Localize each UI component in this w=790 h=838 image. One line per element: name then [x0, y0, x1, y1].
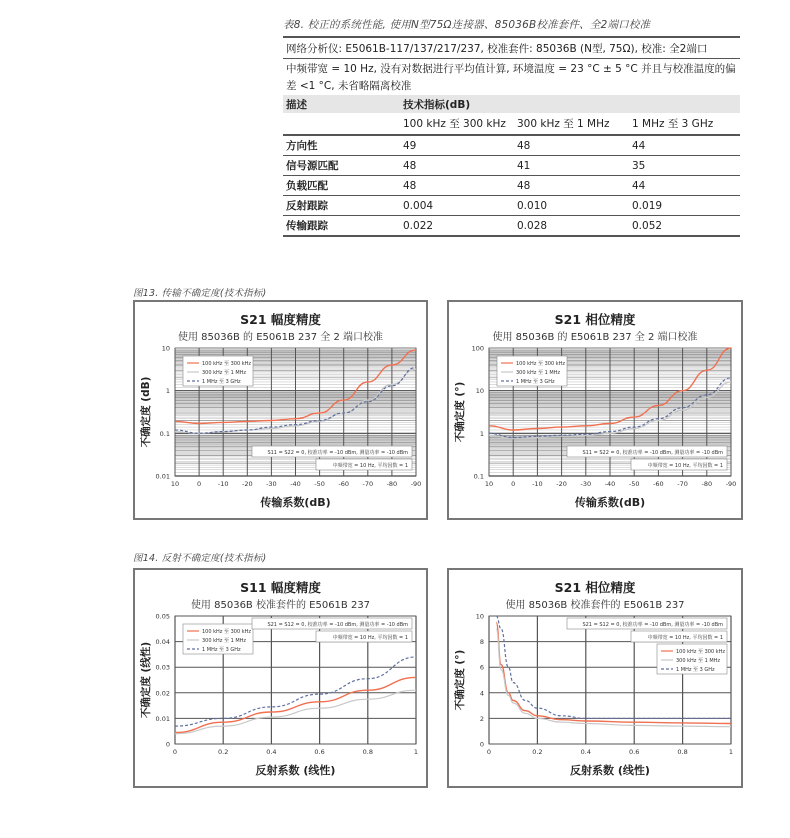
x-axis-label: 反射系数 (线性)	[255, 764, 336, 777]
legend-label: 300 kHz 至 1 MHz	[516, 370, 561, 376]
y-tick-label: 0.01	[155, 714, 170, 723]
x-tick-label: -20	[556, 480, 567, 488]
y-tick-label: 4	[479, 689, 484, 698]
chart-plot	[449, 302, 741, 518]
chart-plot	[135, 302, 426, 518]
x-tick-label: 0.4	[266, 748, 277, 756]
x-axis-label: 反射系数 (线性)	[570, 764, 650, 777]
table-cell: 41	[517, 159, 531, 172]
y-tick-label: 0.05	[155, 612, 170, 621]
table-row	[283, 156, 740, 176]
table-cell: 44	[632, 179, 646, 192]
y-tick-label: 0.02	[155, 689, 170, 698]
x-tick-label: 10	[170, 480, 180, 488]
y-tick-label: 0.01	[155, 472, 170, 481]
y-tick-label: 1	[479, 429, 484, 438]
x-tick-label: -10	[532, 480, 543, 488]
row-label: 反射跟踪	[286, 200, 328, 212]
x-tick-label: -20	[241, 480, 253, 488]
x-tick-label: -10	[217, 480, 229, 488]
y-axis-label: 不确定度 (°)	[454, 381, 466, 443]
x-tick-label: 10	[484, 480, 494, 488]
chart-title: S21 相位精度	[554, 312, 636, 327]
table-row	[283, 196, 740, 216]
table-cell: 44	[632, 139, 646, 152]
info-analyzer: 网络分析仪: E5061B-117/137/217/237, 校准套件: 85036B (N型, 75Ω), 校准: 全2端口	[286, 42, 708, 55]
y-tick-label: 100	[471, 344, 484, 353]
table-cell: 48	[403, 159, 417, 172]
chart-title: S21 相位精度	[554, 580, 636, 595]
table-cell: 0.022	[403, 219, 434, 232]
y-tick-label: 1	[165, 387, 170, 396]
legend-label: 100 kHz 至 300 kHz	[202, 629, 252, 635]
condition-text: S21 = S12 = 0, 校准功率 = -10 dBm, 测量功率 = -10 dBm	[267, 622, 408, 628]
x-axis-label: 传输系数(dB)	[574, 496, 646, 509]
legend-label: 1 MHz 至 3 GHz	[516, 379, 555, 385]
figure14-caption: 图14. 反射不确定度(技术指标)	[133, 553, 267, 564]
legend-label: 300 kHz 至 1 MHz	[202, 638, 247, 644]
legend-label: 100 kHz 至 300 kHz	[516, 361, 566, 367]
x-tick-label: -70	[677, 480, 688, 488]
y-axis-label: 不确定度 (dB)	[140, 376, 152, 448]
info-row-conditions	[283, 59, 740, 95]
condition-text: 中频带宽 = 10 Hz, 平均因数 = 1	[332, 463, 408, 469]
table-cell: 49	[403, 139, 417, 152]
x-tick-label: 0.2	[532, 748, 543, 756]
x-tick-label: -30	[580, 480, 592, 488]
table-cell: 48	[517, 139, 531, 152]
x-tick-label: 0	[511, 480, 516, 488]
condition-text: 中频带宽 = 10 Hz, 平均因数 = 1	[647, 635, 723, 641]
legend-label: 1 MHz 至 3 GHz	[676, 667, 715, 673]
y-tick-label: 10	[161, 344, 170, 353]
chart-s21-phase-reflection	[447, 568, 743, 788]
x-tick-label: 0.4	[580, 748, 591, 756]
x-tick-label: -40	[290, 480, 301, 488]
x-tick-label: -40	[604, 480, 616, 488]
table-row	[283, 216, 740, 237]
chart-s11-magnitude	[133, 568, 428, 788]
x-tick-label: 0	[197, 480, 202, 488]
condition-text: S11 = S22 = 0, 校准功率 = -10 dBm, 测量功率 = -10 dBm	[582, 450, 723, 456]
table-cell: 0.019	[632, 199, 663, 212]
x-tick-label: 0	[172, 748, 178, 756]
y-tick-label: 8	[479, 638, 484, 647]
chart-title: S21 幅度精度	[240, 312, 321, 327]
y-tick-label: 10	[475, 612, 484, 621]
header-description: 描述	[286, 98, 307, 111]
figure13-caption: 图13. 传输不确定度(技术指标)	[133, 288, 267, 299]
table-cell: 0.052	[632, 219, 663, 232]
x-tick-label: -50	[628, 480, 640, 488]
legend-label: 300 kHz 至 1 MHz	[676, 658, 721, 664]
info-conditions-line2: 差 <1 °C, 未省略隔离校准	[286, 80, 412, 92]
y-tick-label: 6	[479, 663, 484, 672]
info-row-analyzer	[283, 36, 740, 59]
y-tick-label: 0	[479, 740, 484, 749]
chart-subtitle: 使用 85036B 的 E5061B 237 全 2 端口校准	[178, 332, 383, 343]
legend-label: 1 MHz 至 3 GHz	[202, 647, 241, 653]
table-row	[283, 176, 740, 196]
x-tick-label: 0.6	[314, 748, 325, 756]
table-cell: 48	[517, 179, 531, 192]
x-tick-label: -30	[266, 480, 277, 488]
x-tick-label: -60	[338, 480, 350, 488]
x-tick-label: -90	[725, 480, 737, 488]
header-spec: 技术指标(dB)	[403, 98, 471, 111]
chart-subtitle: 使用 85036B 校准套件的 E5061B 237	[505, 600, 685, 611]
chart-plot	[449, 570, 741, 786]
condition-text: 中频带宽 = 10 Hz, 平均因数 = 1	[332, 635, 408, 641]
chart-subtitle: 使用 85036B 校准套件的 E5061B 237	[190, 600, 371, 611]
y-tick-label: 0.04	[155, 638, 170, 647]
x-tick-label: 1	[728, 748, 734, 756]
table-caption: 表8. 校正的系统性能, 使用N型75Ω连接器、85036B校准套件、全2端口校准	[283, 19, 651, 31]
y-axis-label: 不确定度 (°)	[454, 649, 466, 711]
legend-label: 100 kHz 至 300 kHz	[202, 361, 252, 367]
condition-text: S21 = S12 = 0, 校准功率 = -10 dBm, 测量功率 = -10 dBm	[582, 622, 723, 628]
y-tick-label: 10	[475, 387, 484, 396]
table-cell: 35	[632, 159, 646, 172]
x-tick-label: 1	[413, 748, 419, 756]
column-header: 1 MHz 至 3 GHz	[632, 118, 714, 130]
legend-label: 1 MHz 至 3 GHz	[202, 379, 241, 385]
x-axis-label: 传输系数(dB)	[260, 496, 331, 509]
x-tick-label: -90	[410, 480, 422, 488]
chart-subtitle: 使用 85036B 的 E5061B 237 全 2 端口校准	[492, 332, 698, 343]
chart-s21-phase-transmission	[447, 300, 743, 520]
table-header-row	[283, 95, 740, 113]
x-tick-label: -50	[314, 480, 325, 488]
legend-label: 100 kHz 至 300 kHz	[676, 649, 726, 655]
y-tick-label: 0.1	[473, 472, 484, 481]
row-label: 负载匹配	[286, 180, 328, 192]
table-row	[283, 136, 740, 156]
y-tick-label: 0	[165, 740, 170, 749]
row-label: 方向性	[286, 140, 318, 152]
condition-text: S11 = S22 = 0, 校准功率 = -10 dBm, 测量功率 = -10 dBm	[267, 450, 408, 456]
info-conditions-line1: 中频带宽 = 10 Hz, 没有对数据进行平均值计算, 环境温度 = 23 °C ± 5 °C 并且与校准温度的偏	[286, 63, 736, 75]
chart-title: S11 幅度精度	[240, 580, 321, 595]
x-tick-label: 0.2	[218, 748, 229, 756]
table-column-row	[283, 113, 740, 136]
x-tick-label: 0.8	[362, 748, 373, 756]
table-cell: 48	[403, 179, 417, 192]
x-tick-label: -70	[362, 480, 374, 488]
chart-s21-magnitude	[133, 300, 428, 520]
column-header: 100 kHz 至 300 kHz	[403, 118, 506, 130]
y-tick-label: 2	[479, 714, 484, 723]
condition-text: 中频带宽 = 10 Hz, 平均因数 = 1	[647, 463, 723, 469]
y-axis-label: 不确定度 (线性)	[140, 641, 152, 719]
row-label: 信号源匹配	[286, 160, 339, 172]
y-tick-label: 0.03	[155, 663, 170, 672]
performance-table	[283, 36, 740, 237]
chart-plot	[135, 570, 426, 786]
x-tick-label: -60	[653, 480, 664, 488]
table-cell: 0.010	[517, 199, 548, 212]
table-cell: 0.028	[517, 219, 548, 232]
x-tick-label: -80	[701, 480, 713, 488]
x-tick-label: 0.6	[629, 748, 640, 756]
table-cell: 0.004	[403, 199, 434, 212]
legend-label: 300 kHz 至 1 MHz	[202, 370, 247, 376]
x-tick-label: 0	[486, 748, 492, 756]
x-tick-label: 0.8	[677, 748, 688, 756]
x-tick-label: -80	[386, 480, 398, 488]
column-header: 300 kHz 至 1 MHz	[517, 118, 610, 130]
y-tick-label: 0.1	[159, 429, 170, 438]
row-label: 传输跟踪	[286, 220, 328, 232]
